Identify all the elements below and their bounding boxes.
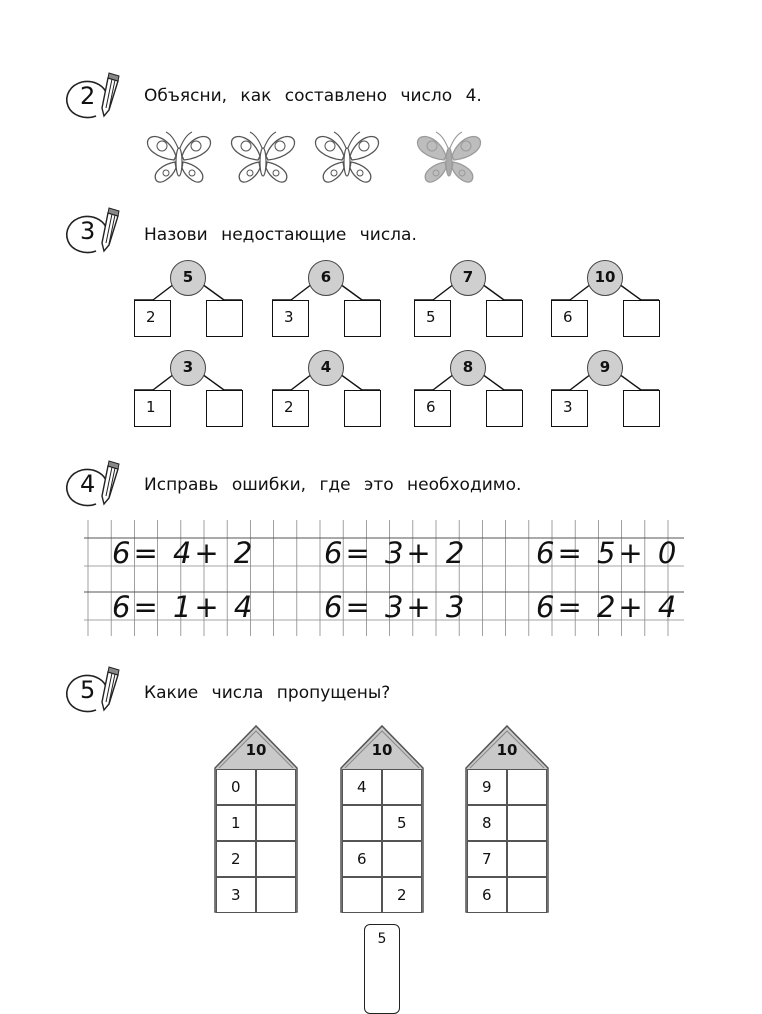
number-tree (551, 260, 681, 342)
tree-right-box[interactable] (206, 300, 243, 337)
butterflies (142, 126, 492, 190)
tree-top-number: 5 (170, 260, 206, 296)
house-cell[interactable] (256, 841, 296, 877)
tree-branch (340, 284, 362, 300)
tree-branch (153, 284, 174, 300)
house-cell[interactable] (256, 805, 296, 841)
tree-right-box[interactable] (344, 300, 381, 337)
butterfly (316, 132, 379, 182)
tree-top-number: 4 (308, 350, 344, 386)
house-cell: 2 (216, 841, 256, 877)
tree-top-number: 8 (450, 350, 486, 386)
house-cell[interactable] (507, 769, 547, 805)
equation: 6= 3+ 3 (324, 590, 468, 624)
house-cell: 3 (216, 877, 256, 913)
tree-top-number: 7 (450, 260, 486, 296)
equation: 6= 2+ 4 (536, 590, 680, 624)
tree-branch (202, 374, 224, 390)
house-cell: 1 (216, 805, 256, 841)
tree-left-box: 6 (414, 390, 451, 427)
number-tree (134, 350, 264, 432)
number-tree (414, 350, 544, 432)
house-cell[interactable] (382, 769, 422, 805)
house-cell: 6 (467, 877, 507, 913)
house-cell[interactable] (256, 769, 296, 805)
house-roof-number: 10 (496, 741, 518, 759)
page-number: 5 (364, 924, 400, 1014)
tree-branch (619, 284, 641, 300)
task-3-text: Назови недостающие числа. (144, 225, 417, 245)
tree-left-box: 3 (551, 390, 588, 427)
house-cell[interactable] (507, 841, 547, 877)
butterfly (232, 132, 295, 182)
tree-left-box: 2 (272, 390, 309, 427)
tree-right-box[interactable] (486, 300, 523, 337)
tree-left-box: 5 (414, 300, 451, 337)
house-cell: 4 (342, 769, 382, 805)
tree-branch (433, 284, 454, 300)
butterfly (148, 132, 211, 182)
number-tree (134, 260, 264, 342)
house-cell[interactable] (342, 877, 382, 913)
equation: 6= 5+ 0 (536, 536, 680, 570)
tree-branch (153, 374, 174, 390)
tree-right-box[interactable] (623, 390, 660, 427)
number-tree (551, 350, 681, 432)
task-2-text: Объясни, как составлено число 4. (144, 86, 482, 106)
task-number: 3 (80, 217, 96, 245)
task-2-badge (62, 70, 122, 126)
equation: 6= 3+ 2 (324, 536, 468, 570)
tree-right-box[interactable] (486, 390, 523, 427)
task-number: 2 (80, 82, 96, 110)
task-number: 5 (80, 676, 96, 704)
tree-left-box: 1 (134, 390, 171, 427)
task-4-badge (62, 458, 122, 514)
house-cell: 5 (382, 805, 422, 841)
tree-top-number: 6 (308, 260, 344, 296)
house-cell: 0 (216, 769, 256, 805)
tree-branch (202, 284, 224, 300)
task-5-badge (62, 664, 122, 720)
house-roof-number: 10 (371, 741, 393, 759)
house-cell: 8 (467, 805, 507, 841)
tree-top-number: 10 (587, 260, 623, 296)
task-number: 4 (80, 470, 96, 498)
house-cell: 6 (342, 841, 382, 877)
task-5-text: Какие числа пропущены? (144, 683, 391, 703)
number-house (464, 724, 550, 914)
butterfly-gray (418, 132, 481, 182)
tree-left-box: 2 (134, 300, 171, 337)
task-3-badge (62, 205, 122, 261)
task-4-text: Исправь ошибки, где это необходимо. (144, 475, 522, 495)
tree-branch (482, 374, 504, 390)
tree-branch (619, 374, 641, 390)
house-cell[interactable] (382, 841, 422, 877)
tree-branch (482, 284, 504, 300)
butterfly-row (142, 126, 492, 190)
house-cell[interactable] (256, 877, 296, 913)
equation: 6= 1+ 4 (112, 590, 256, 624)
tree-branch (291, 374, 312, 390)
number-house (213, 724, 299, 914)
tree-branch (340, 374, 362, 390)
house-cell: 7 (467, 841, 507, 877)
tree-branch (433, 374, 454, 390)
house-cell[interactable] (342, 805, 382, 841)
house-cell: 2 (382, 877, 422, 913)
tree-branch (570, 374, 591, 390)
tree-top-number: 3 (170, 350, 206, 386)
equation-grid (84, 520, 684, 636)
equation: 6= 4+ 2 (112, 536, 256, 570)
tree-branch (570, 284, 591, 300)
tree-left-box: 6 (551, 300, 588, 337)
number-house (339, 724, 425, 914)
tree-left-box: 3 (272, 300, 309, 337)
number-tree (414, 260, 544, 342)
number-tree (272, 350, 402, 432)
house-roof-number: 10 (245, 741, 267, 759)
house-cell: 9 (467, 769, 507, 805)
tree-right-box[interactable] (623, 300, 660, 337)
tree-right-box[interactable] (206, 390, 243, 427)
tree-branch (291, 284, 312, 300)
house-cell[interactable] (507, 877, 547, 913)
tree-right-box[interactable] (344, 390, 381, 427)
tree-top-number: 9 (587, 350, 623, 386)
number-tree (272, 260, 402, 342)
house-cell[interactable] (507, 805, 547, 841)
